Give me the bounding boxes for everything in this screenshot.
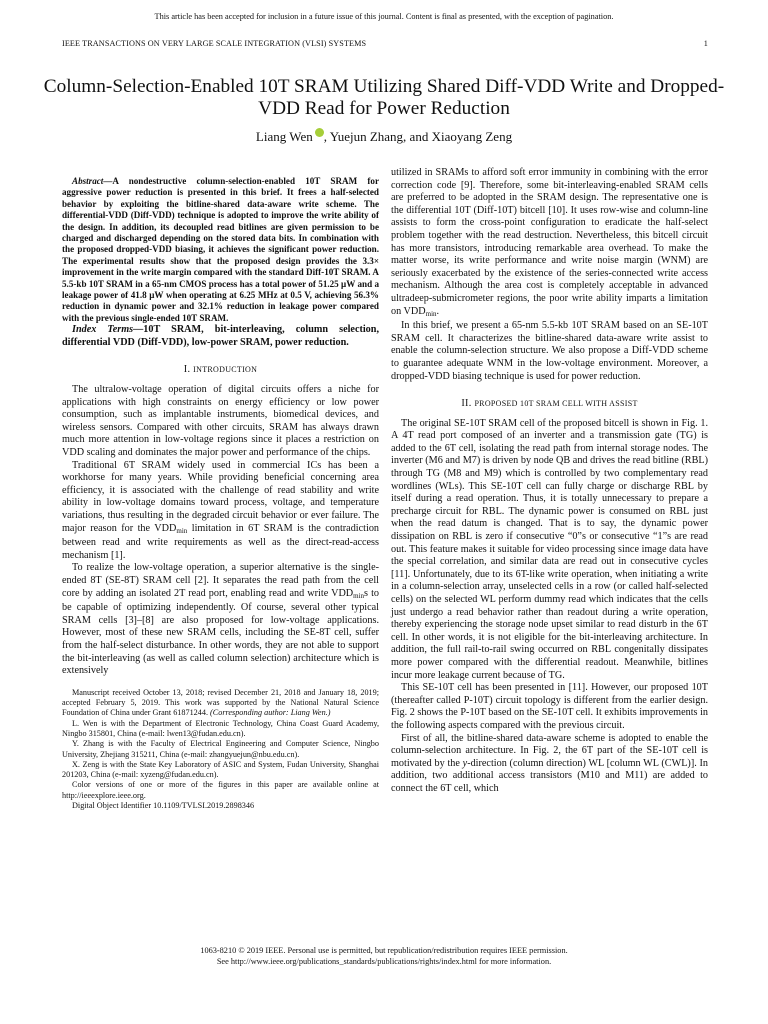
abstract-text: A nondestructive column-selection-enabled 10T SRAM for aggressive power reduction is presented in this brief. It frees a half-selected behavior by exploiting the bitline-shared data-aware write scheme. The differential-VDD (Diff-VDD) technique is adopted to improve the write ability of the design. In addition, its decoupled read bitlines are given permission to be charged and discharged depending on the stored data bits. In combination with the proposed dropped-VDD biasing, it achieves the significant power reduction. The experimental results show that the proposed design provides the 3.3× improvement in the write margin compared with the standard Diff-10T SRAM. A 5.5-kb 10T SRAM in a 65-nm CMOS process has a total power of 51.25 μW and a leakage power of 41.8 μW when operating at 6.25 MHz at 0.5 V, achieving 56.3% reduction in dynamic power and 32.1% reduction in leakage power compared with the previous single-ended 10T SRAM. xyxy=(62,176,379,323)
running-head xyxy=(62,39,708,48)
abstract-label: Abstract— xyxy=(72,176,113,186)
acceptance-notice: This article has been accepted for inclusion in a future issue of this journal. Content is final as presented, with the exception of pagination. xyxy=(154,12,614,21)
author-list xyxy=(0,128,768,145)
intro-paragraph-3: To realize the low-voltage operation, a superior alternative is the single-ended 8T (SE-8T) SRAM cell [2]. It separates the read path from the cell core by adding an isolated 2T read port, enabling read and write $VDD_{min}s$ to be capable of optimizing independently. Of course, several other typical SRAM cells [3]–[8] are also proposed for low-voltage applications. However, most of these new SRAM cells, including the SE-8T cell, suffer from the half-select disturbance. In other words, they are not able to support the bit-interleaving (as well as called column selection) architecture which is extensively xyxy=(62,562,379,677)
intro-paragraph-2: Traditional 6T SRAM widely used in commercial ICs has been a workhorse for many years. While providing beneficial concerning area efficiency, it is associated with the challenge of read stability and write ability in low-voltage domains toward process, voltage, and temperature variations, thus resulting in the degraded circuit behavior or ever failure. The major reason for the $VDD_{min}$ limitation in 6T SRAM is the contradiction between read and write requirements as well as the direct-read-access mechanism [1]. xyxy=(62,459,380,561)
intro-paragraph-1: The ultralow-voltage operation of digital circuits offers a niche for applications with high constraints on energy efficiency or low power consumption, such as implantable instruments, biomedical devices, and wireless sensors. Compared with other circuits, SRAM has always drawn much more attention in low-voltage regions since it places a restriction on VDD scaling and dominates the major power and performance of the chips. xyxy=(62,384,379,459)
section-heading-proposed: II. PROPOSED 10T SRAM CELL WITH ASSIST xyxy=(461,398,638,410)
first-author: Liang Wen xyxy=(255,129,313,144)
left-column xyxy=(62,176,379,811)
index-terms-label: Index Terms— xyxy=(72,324,144,336)
index-terms xyxy=(62,324,379,349)
orcid-icon[interactable] xyxy=(315,128,324,137)
footnote-zeng: X. Zeng is with the State Key Laboratory of ASIC and System, Fudan University, Shanghai 201203, China (e-mail: xyzeng@fudan.edu.cn). xyxy=(62,759,379,780)
index-terms-text: 10T SRAM, bit-interleaving, column selection, differential VDD (Diff-VDD), low-power SRAM, power reduction. xyxy=(62,324,379,348)
footnote-received: Manuscript received October 13, 2018; revised December 21, 2018 and January 18, 2019; accepted February 5, 2019. This work was supported by the National Natural Science Foundation of China under Grant 61871244. (Corresponding author: Liang Wen.) xyxy=(62,687,379,718)
other-authors: , Yuejun Zhang, and Xiaoyang Zeng xyxy=(323,129,513,144)
body-paragraph-p10t: This SE-10T cell has been presented in [11]. However, our proposed 10T (thereafter called P-10T) circuit topology is different from the earlier design. Fig. 2 shows the P-10T based on the SE-10T cell. It exhibits improvements in the following aspects compared with the previous circuit. xyxy=(391,682,708,731)
footnote-color: Color versions of one or more of the figures in this paper are available online at http://ieeexplore.ieee.org. xyxy=(62,780,379,800)
body-paragraph-continued: utilized in SRAMs to afford soft error immunity in combining with the error correction code [9]. Therefore, some bit-interleaving-enabled SRAM cells are preferred to be adopted in the SRAM design. The representative one is the differential 10T (Diff-10T) bitcell [10]. It uses row-wise and column-line assists to form the cross-point configuration to eradicate the half-select problem together with the read destruction. Nevertheless, this bitcell circuit has more transistors, introducing remarkable area overhead. To make the matter worse, its write performance and write noise margin (WNM) are seriously exacerbated by the existence of the series-connected write access mechanism. Although the area cost is completely acceptable in advanced ultradeep-submicrometer regions, the poor write ability imparts a limitation on $VDD_{min}$. xyxy=(391,167,708,318)
body-paragraph-first: First of all, the bitline-shared data-aware scheme is adopted to enable the column-selection architecture. In Fig. 2, the 6T part of the SE-10T cell is motivated by the y-direction (column direction) WL [column WL (CWL)]. In addition, two additional access transistors (M10 and M11) are added to connect the 6T cell, which xyxy=(391,732,709,794)
footnote-doi: Digital Object Identifier 10.1109/TVLSI.2019.2898346 xyxy=(72,800,255,810)
right-column xyxy=(391,167,708,796)
section-title: PROPOSED 10T SRAM CELL WITH ASSIST xyxy=(474,399,638,409)
abstract xyxy=(62,176,379,324)
footnotes xyxy=(62,688,379,812)
footnote-zhang: Y. Zhang is with the Faculty of Electrical Engineering and Computer Science, Ningbo University, Zhejiang 315211, China (e-mail: zhangyuejun@nbu.edu.cn). xyxy=(62,739,379,759)
copyright-notice xyxy=(0,945,768,967)
page-number: 1 xyxy=(703,39,708,48)
paper-title: Column-Selection-Enabled 10T SRAM Utilizing Shared Diff-VDD Write and Dropped-VDD Read for Power Reduction xyxy=(43,76,725,119)
copyright-line-2: See http://www.ieee.org/publications_standards/publications/rights/index.html for more information. xyxy=(216,957,552,966)
footnote-wen: L. Wen is with the Department of Electronic Technology, China Coast Guard Academy, Ningbo 315801, China (e-mail: lwen13@fudan.edu.cn). xyxy=(62,718,379,738)
section-title: INTRODUCTION xyxy=(193,365,258,375)
section-heading-introduction: I. INTRODUCTION xyxy=(183,364,258,376)
copyright-line-1: 1063-8210 © 2019 IEEE. Personal use is permitted, but republication/redistribution requires IEEE permission. xyxy=(200,946,568,955)
body-paragraph-se10t: The original SE-10T SRAM cell of the proposed bitcell is shown in Fig. 1. A 4T read port composed of an inverter and a transmission gate (TG) is added to the 6T cell, isolating the read path from internal storage nodes. The inverter (M6 and M7) is driven by node QB and drives the read bitline (RBL) through TG (M8 and M9) which is controlled by two complementary read wordlines (WLs). This SE-10T cell can fully charge or discharge RBL by itself during a read operation. Thus, it is totally unnecessary to prepare a precharge circuit for RBL. The dynamic power is consumed on RBL just when the read datum is changed. That is to say, the dynamic power dissipation on RBL is zero if consecutive “0”s or consecutive “1”s are read out. This feature makes it suitable for video processing since image data have the special correlation, and similar data are read out in consecutive cycles [11]. Unfortunately, due to its 6T-like write operation, when initiating a write in a column-selection array, unselected cells in a row (or called half-selected cells) on the selected WL perform dummy read which indicates that the cells just undergo a read behavior rather than readout during a write operation, thereby experiencing the storage node upset similar to read disturb in the 6T cell. In other words, it is not eligible for the bit-interleaving architecture. In addition, the full rail-to-rail swing occurred on RBL congenitally dissipates more power compared with the differential readout. Meanwhile, bitlines incur more leakage current because of TG. xyxy=(391,417,708,681)
body-paragraph-this-brief: In this brief, we present a 65-nm 5.5-kb 10T SRAM based on an SE-10T SRAM cell. It characterizes the bitline-shared data-aware write assist to enable the column-selection structure. We also propose a Diff-VDD scheme to guarantee adequate WNM in the low-voltage environment. Moreover, a dropped-VDD biasing technique is used for power reduction. xyxy=(391,320,708,382)
journal-name: IEEE TRANSACTIONS ON VERY LARGE SCALE INTEGRATION (VLSI) SYSTEMS xyxy=(62,39,367,48)
